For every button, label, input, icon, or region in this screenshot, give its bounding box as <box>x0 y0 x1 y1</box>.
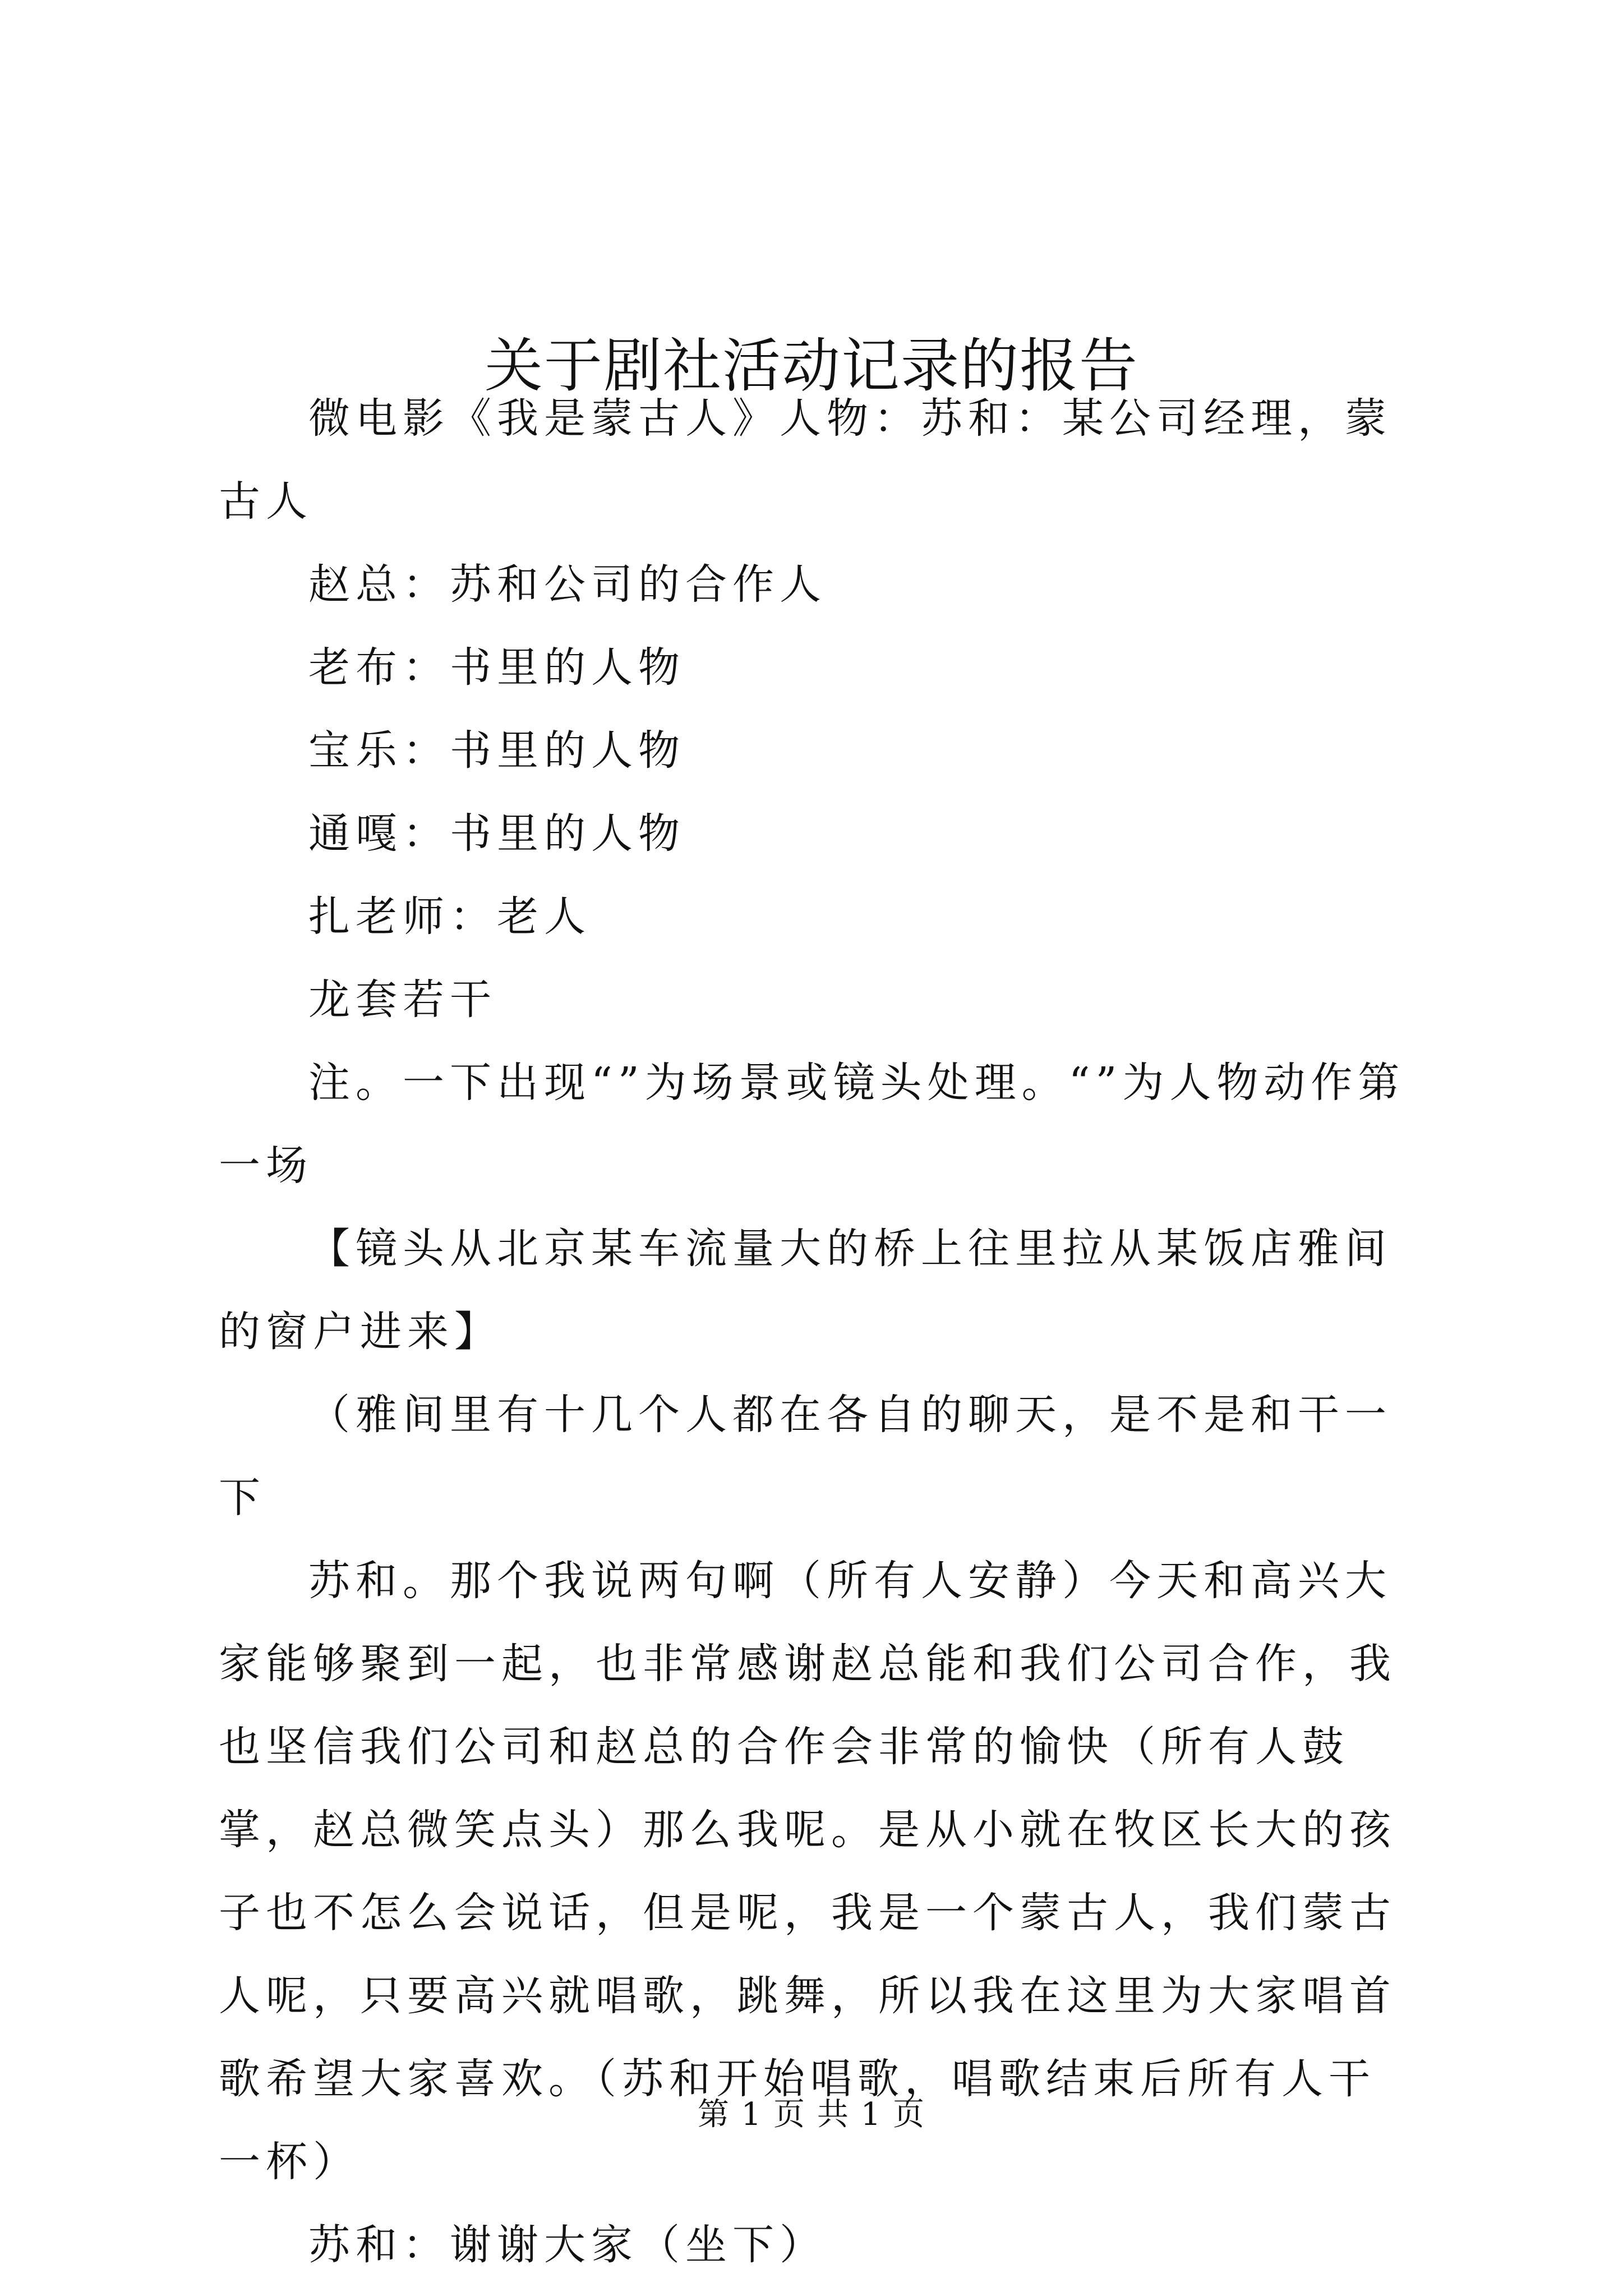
document-body <box>219 377 1419 2286</box>
paragraph-cast-laobu: 老布：书里的人物 <box>308 643 685 692</box>
paragraph-suhe-thanks: 苏和：谢谢大家（坐下） <box>308 2221 827 2269</box>
paragraph-cast-tongga: 通嘎：书里的人物 <box>308 809 685 858</box>
paragraph-cast-baole: 宝乐：书里的人物 <box>308 726 685 775</box>
paragraph-note: 注。一下出现“”为场景或镜头处理。“”为人物动作第一场 <box>219 1059 1405 1190</box>
page-footer: 第 1 页 共 1 页 <box>697 2096 926 2133</box>
document-title: 关于剧社活动记录的报告 <box>484 331 1138 400</box>
paragraph-cast-teacher: 扎老师：老人 <box>308 892 591 941</box>
paragraph-suhe-speech: 苏和。那个我说两句啊（所有人安静）今天和高兴大家能够聚到一起，也非常感谢赵总能和我们公司合作，我也坚信我们公司和赵总的合作会非常的愉快（所有人鼓掌，赵总微笑点头）那么我呢。是从小就在牧区长大的孩子也不怎么会说话，但是呢，我是一个蒙古人，我们蒙古人呢，只要高兴就唱歌，跳舞，所以我在这里为大家唱首歌希望大家喜欢。（苏和开始唱歌，唱歌结束后所有人干一杯） <box>219 1557 1396 2186</box>
paragraph-scene-room: （雅间里有十几个人都在各自的聊天，是不是和干一下 <box>219 1391 1392 1522</box>
paragraph-cast-intro: 微电影《我是蒙古人》人物：苏和：某公司经理，蒙古人 <box>219 394 1392 526</box>
paragraph-cast-zhao: 赵总：苏和公司的合作人 <box>308 560 827 609</box>
paragraph-cast-extras: 龙套若干 <box>308 976 497 1024</box>
paragraph-scene-shot: 【镜头从北京某车流量大的桥上往里拉从某饭店雅间的窗户进来】 <box>219 1225 1392 1356</box>
